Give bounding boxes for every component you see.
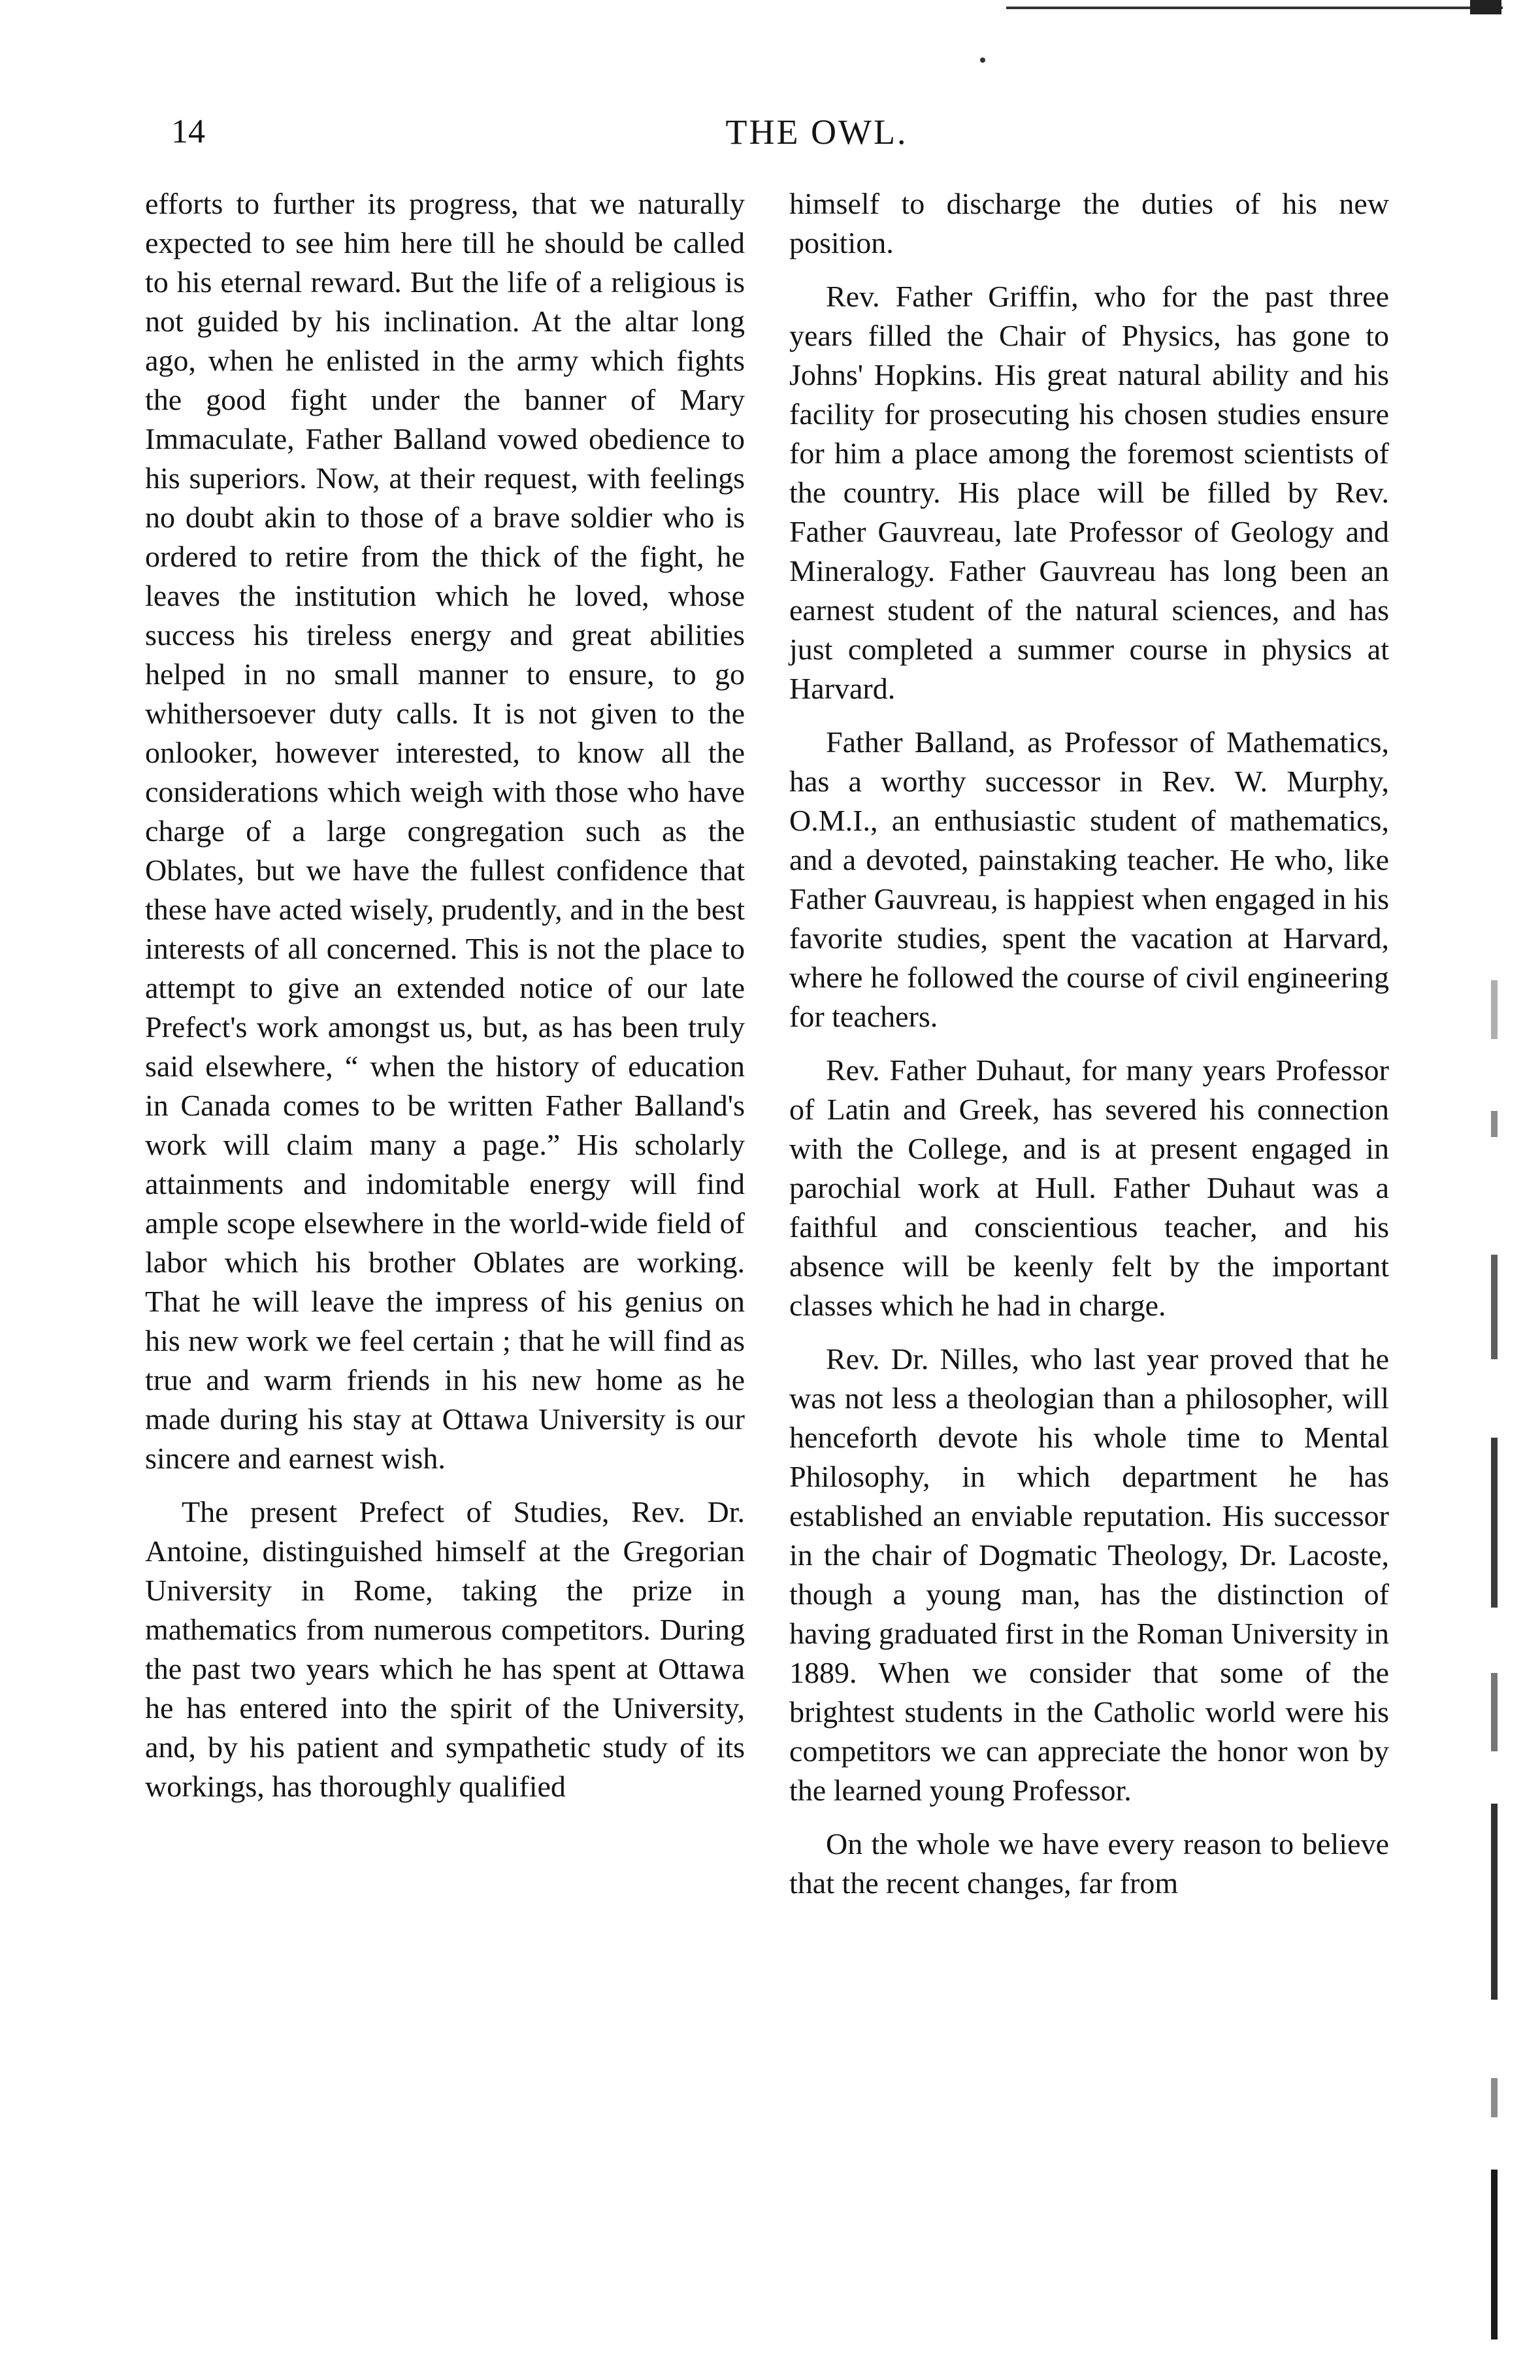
top-edge-mark [1470, 0, 1501, 14]
running-title: THE OWL. [725, 112, 908, 152]
paragraph: efforts to further its progress, that we naturally expected to see him here till he should be called to his eternal reward. But the life of a religious is not guided by his inclination. At the altar long ago, when he enlisted in the army which fights the good fight under the banner of Mary Immaculate, Father Balland vowed obedience to his superiors. Now, at their request, with feelings no doubt akin to those of a brave soldier who is ordered to retire from the thick of the fight, he leaves the institution which he loved, whose success his tireless energy and great abilities helped in no small manner to ensure, to go whithersoever duty calls. It is not given to the onlooker, however interested, to know all the considerations which weigh with those who have charge of a large congregation such as the Oblates, but we have the fullest confidence that these have acted wisely, prudently, and in the best interests of all concerned. This is not the place to attempt to give an extended notice of our late Prefect's work amongst us, but, as has been truly said elsewhere, “ when the history of education in Canada comes to be written Father Balland's work will claim many a page.” His scholarly attainments and indomitable energy will find ample scope elsewhere in the world-wide field of labor which his brother Oblates are working. That he will leave the impress of his genius on his new work we feel certain ; that he will find as true and warm friends in his new home as he made during his stay at Ottawa University is our sincere and earnest wish. [145, 187, 745, 1475]
paragraph: himself to discharge the duties of his new position. [789, 187, 1389, 259]
binding-edge-shadow [1478, 980, 1504, 2353]
paragraph: On the whole we have every reason to believe that the recent changes, far from [789, 1827, 1389, 1900]
top-edge-dot [980, 58, 985, 63]
left-column [145, 184, 745, 1821]
paragraph: The present Prefect of Studies, Rev. Dr. Antoine, distinguished himself at the Gregorian University in Rome, taking the prize in mathematics from numerous competitors. During the past two years which he has spent at Ottawa he has entered into the spirit of the University, and, by his patient and sympathetic study of its workings, has thoroughly qualified [145, 1495, 745, 1803]
paragraph: Rev. Father Griffin, who for the past three years filled the Chair of Physics, has gone to Johns' Hopkins. His great natural ability and his facility for prosecuting his chosen studies ensure for him a place among the foremost scientists of the country. His place will be filled by Rev. Father Gauvreau, late Professor of Geology and Mineralogy. Father Gauvreau has long been an earnest student of the natural sciences, and has just completed a summer course in physics at Harvard. [789, 280, 1389, 705]
right-column [789, 184, 1389, 1917]
paragraph: Rev. Father Duhaut, for many years Professor of Latin and Greek, has severed his connection with the College, and is at present engaged in parochial work at Hull. Father Duhaut was a faithful and conscientious teacher, and his absence will be keenly felt by the important classes which he had in charge. [789, 1053, 1389, 1322]
page-number: 14 [171, 113, 205, 150]
paragraph: Rev. Dr. Nilles, who last year proved that he was not less a theologian than a philosopher, will henceforth devote his whole time to Mental Philosophy, in which department he has established an enviable reputation. His successor in the chair of Dogmatic Theology, Dr. Lacoste, though a young man, has the distinction of having graduated first in the Roman University in 1889. When we consider that some of the brightest students in the Catholic world were his competitors we can appreciate the honor won by the learned young Professor. [789, 1342, 1389, 1807]
paragraph: Father Balland, as Professor of Mathematics, has a worthy successor in Rev. W. Murphy, O.M.I., an enthusiastic student of mathematics, and a devoted, painstaking teacher. He who, like Father Gauvreau, is happiest when engaged in his favorite studies, spent the vacation at Harvard, where he followed the course of civil engineering for teachers. [789, 725, 1389, 1033]
top-edge-rule [1006, 7, 1503, 9]
